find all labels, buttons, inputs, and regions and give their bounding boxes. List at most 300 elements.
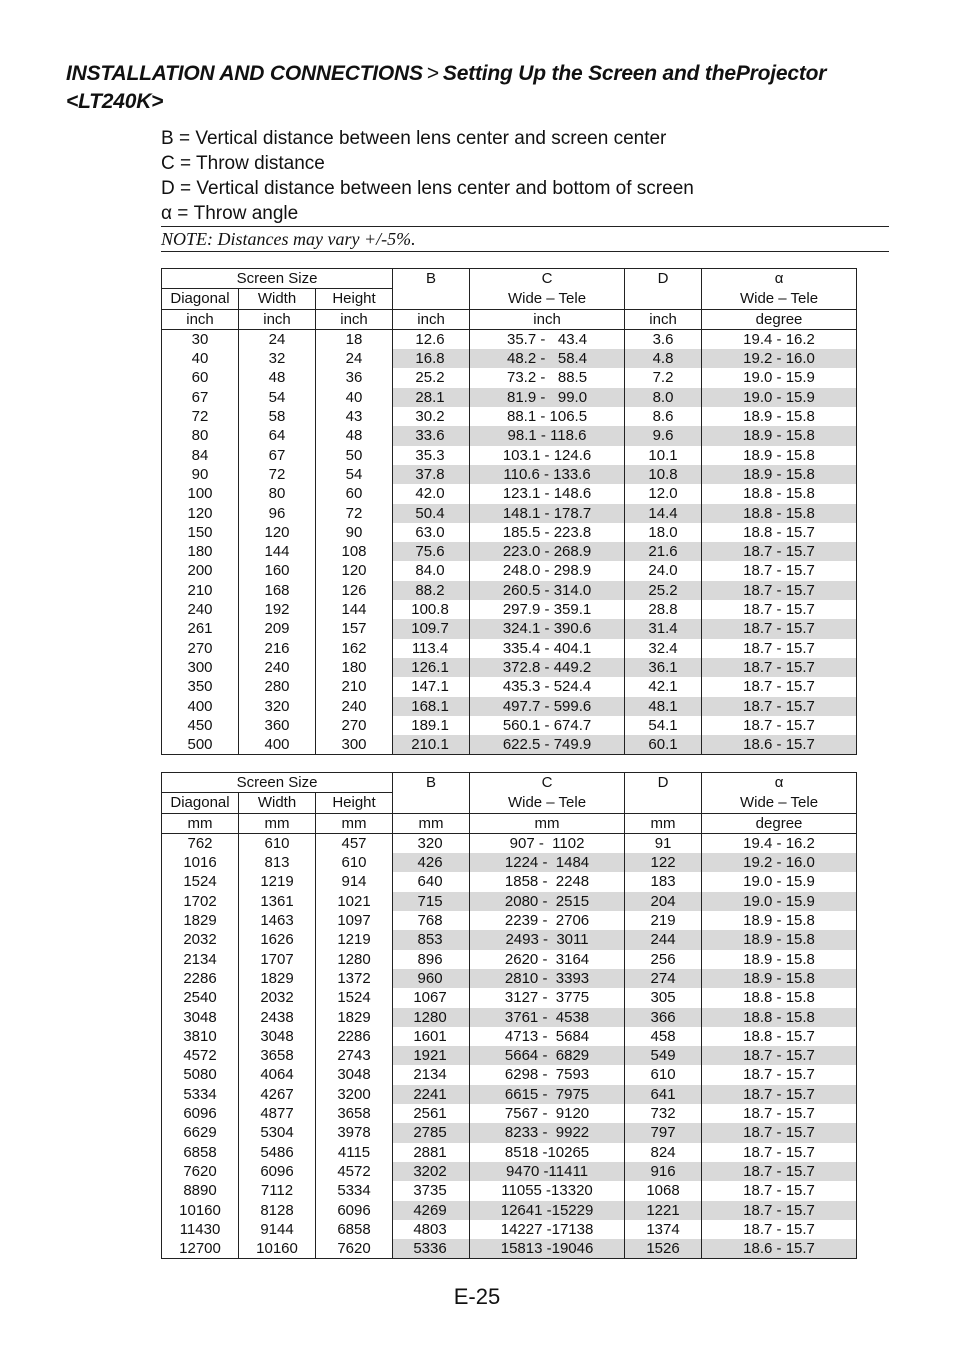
alpha-cell: 18.7 - 15.7 xyxy=(702,677,857,696)
c-cell: 103.1 - 124.6 xyxy=(470,446,625,465)
width-cell: 610 xyxy=(239,833,316,853)
height-cell: 60 xyxy=(316,484,393,503)
width-cell: 280 xyxy=(239,677,316,696)
d-subheader xyxy=(625,793,702,813)
table-row xyxy=(162,561,857,580)
c-cell: 1858 - 2248 xyxy=(470,872,625,891)
diagonal-cell: 2286 xyxy=(162,969,239,988)
diagonal-cell: 500 xyxy=(162,735,239,755)
b-cell: 3735 xyxy=(393,1181,470,1200)
alpha-cell: 19.0 - 15.9 xyxy=(702,388,857,407)
diagonal-cell: 1702 xyxy=(162,892,239,911)
c-cell: 223.0 - 268.9 xyxy=(470,542,625,561)
b-cell: 2785 xyxy=(393,1123,470,1142)
b-subheader xyxy=(393,793,470,813)
alpha-cell: 18.8 - 15.8 xyxy=(702,504,857,523)
b-cell: 5336 xyxy=(393,1239,470,1259)
d-cell: 60.1 xyxy=(625,735,702,755)
c-wide-tele-header: Wide – Tele xyxy=(470,289,625,309)
width-cell: 4064 xyxy=(239,1065,316,1084)
diagonal-cell: 100 xyxy=(162,484,239,503)
d-cell: 458 xyxy=(625,1027,702,1046)
diagonal-cell: 6096 xyxy=(162,1104,239,1123)
width-cell: 144 xyxy=(239,542,316,561)
alpha-cell: 18.7 - 15.7 xyxy=(702,1046,857,1065)
d-cell: 31.4 xyxy=(625,619,702,638)
alpha-cell: 18.9 - 15.8 xyxy=(702,950,857,969)
definitions-list xyxy=(161,126,891,226)
diagonal-cell: 5080 xyxy=(162,1065,239,1084)
b-cell: 33.6 xyxy=(393,426,470,445)
b-cell: 189.1 xyxy=(393,716,470,735)
unit-label: inch xyxy=(162,309,239,329)
alpha-header: α xyxy=(702,773,857,793)
height-cell: 3200 xyxy=(316,1085,393,1104)
b-cell: 2561 xyxy=(393,1104,470,1123)
alpha-cell: 18.7 - 15.7 xyxy=(702,1085,857,1104)
table-row xyxy=(162,639,857,658)
definition-d: D = Vertical distance between lens center and bottom of screen xyxy=(161,178,694,199)
b-cell: 320 xyxy=(393,833,470,853)
b-cell: 25.2 xyxy=(393,368,470,387)
table-row xyxy=(162,349,857,368)
b-cell: 113.4 xyxy=(393,639,470,658)
table-row xyxy=(162,1162,857,1181)
width-cell: 1463 xyxy=(239,911,316,930)
width-cell: 32 xyxy=(239,349,316,368)
c-header: C xyxy=(470,269,625,289)
alpha-cell: 18.7 - 15.7 xyxy=(702,1123,857,1142)
b-cell: 4269 xyxy=(393,1201,470,1220)
b-cell: 30.2 xyxy=(393,407,470,426)
c-cell: 248.0 - 298.9 xyxy=(470,561,625,580)
c-cell: 48.2 - 58.4 xyxy=(470,349,625,368)
page-title xyxy=(66,60,886,116)
b-cell: 88.2 xyxy=(393,581,470,600)
b-cell: 896 xyxy=(393,950,470,969)
d-cell: 256 xyxy=(625,950,702,969)
b-cell: 768 xyxy=(393,911,470,930)
alpha-cell: 19.4 - 16.2 xyxy=(702,833,857,853)
diagonal-cell: 72 xyxy=(162,407,239,426)
diagonal-cell: 90 xyxy=(162,465,239,484)
alpha-cell: 18.7 - 15.7 xyxy=(702,658,857,677)
diagonal-cell: 450 xyxy=(162,716,239,735)
table-row xyxy=(162,1008,857,1027)
b-cell: 168.1 xyxy=(393,697,470,716)
c-cell: 7567 - 9120 xyxy=(470,1104,625,1123)
alpha-cell: 18.8 - 15.8 xyxy=(702,988,857,1007)
table-row xyxy=(162,388,857,407)
b-cell: 35.3 xyxy=(393,446,470,465)
diagonal-cell: 240 xyxy=(162,600,239,619)
d-cell: 824 xyxy=(625,1143,702,1162)
alpha-cell: 18.9 - 15.8 xyxy=(702,407,857,426)
d-cell: 42.1 xyxy=(625,677,702,696)
c-cell: 2239 - 2706 xyxy=(470,911,625,930)
b-cell: 210.1 xyxy=(393,735,470,755)
c-cell: 35.7 - 43.4 xyxy=(470,329,625,349)
table-row xyxy=(162,484,857,503)
b-cell: 715 xyxy=(393,892,470,911)
width-cell: 54 xyxy=(239,388,316,407)
alpha-cell: 18.7 - 15.7 xyxy=(702,1220,857,1239)
d-cell: 8.0 xyxy=(625,388,702,407)
height-cell: 1524 xyxy=(316,988,393,1007)
alpha-cell: 18.9 - 15.8 xyxy=(702,969,857,988)
unit-label: inch xyxy=(316,309,393,329)
width-cell: 160 xyxy=(239,561,316,580)
alpha-cell: 18.7 - 15.7 xyxy=(702,1143,857,1162)
table-row xyxy=(162,1220,857,1239)
diagonal-cell: 2134 xyxy=(162,950,239,969)
height-cell: 157 xyxy=(316,619,393,638)
alpha-cell: 18.7 - 15.7 xyxy=(702,1201,857,1220)
table-row xyxy=(162,1143,857,1162)
d-cell: 36.1 xyxy=(625,658,702,677)
table-row xyxy=(162,1027,857,1046)
d-cell: 305 xyxy=(625,988,702,1007)
diagonal-cell: 2540 xyxy=(162,988,239,1007)
diagonal-cell: 2032 xyxy=(162,930,239,949)
d-cell: 3.6 xyxy=(625,329,702,349)
b-cell: 109.7 xyxy=(393,619,470,638)
c-cell: 88.1 - 106.5 xyxy=(470,407,625,426)
width-header: Width xyxy=(239,793,316,813)
d-header: D xyxy=(625,269,702,289)
alpha-cell: 18.9 - 15.8 xyxy=(702,426,857,445)
c-cell: 907 - 1102 xyxy=(470,833,625,853)
definition-alpha: α = Throw angle xyxy=(161,203,299,224)
width-cell: 360 xyxy=(239,716,316,735)
width-cell: 813 xyxy=(239,853,316,872)
table-row xyxy=(162,930,857,949)
d-cell: 9.6 xyxy=(625,426,702,445)
b-cell: 640 xyxy=(393,872,470,891)
unit-label: inch xyxy=(239,309,316,329)
b-header: B xyxy=(393,773,470,793)
d-cell: 732 xyxy=(625,1104,702,1123)
d-cell: 91 xyxy=(625,833,702,853)
d-cell: 28.8 xyxy=(625,600,702,619)
table-row xyxy=(162,677,857,696)
height-cell: 610 xyxy=(316,853,393,872)
alpha-cell: 18.7 - 15.7 xyxy=(702,639,857,658)
d-cell: 14.4 xyxy=(625,504,702,523)
c-cell: 560.1 - 674.7 xyxy=(470,716,625,735)
table-row xyxy=(162,1085,857,1104)
width-cell: 58 xyxy=(239,407,316,426)
d-cell: 10.1 xyxy=(625,446,702,465)
alpha-cell: 19.4 - 16.2 xyxy=(702,329,857,349)
diagonal-cell: 80 xyxy=(162,426,239,445)
alpha-wide-tele-header: Wide – Tele xyxy=(702,289,857,309)
b-cell: 853 xyxy=(393,930,470,949)
model-name: <LT240K> xyxy=(66,90,164,113)
width-header: Width xyxy=(239,289,316,309)
diagonal-cell: 3810 xyxy=(162,1027,239,1046)
alpha-cell: 19.0 - 15.9 xyxy=(702,892,857,911)
height-cell: 457 xyxy=(316,833,393,853)
width-cell: 24 xyxy=(239,329,316,349)
diagonal-cell: 210 xyxy=(162,581,239,600)
alpha-cell: 18.9 - 15.8 xyxy=(702,930,857,949)
unit-label: inch xyxy=(470,309,625,329)
width-cell: 120 xyxy=(239,523,316,542)
unit-label: degree xyxy=(702,309,857,329)
table-row xyxy=(162,581,857,600)
alpha-cell: 18.9 - 15.8 xyxy=(702,465,857,484)
alpha-cell: 18.6 - 15.7 xyxy=(702,735,857,755)
width-cell: 1361 xyxy=(239,892,316,911)
alpha-header: α xyxy=(702,269,857,289)
screen-size-header: Screen Size xyxy=(162,773,393,793)
height-cell: 36 xyxy=(316,368,393,387)
b-cell: 42.0 xyxy=(393,484,470,503)
diagonal-cell: 11430 xyxy=(162,1220,239,1239)
width-cell: 3658 xyxy=(239,1046,316,1065)
c-cell: 110.6 - 133.6 xyxy=(470,465,625,484)
d-cell: 219 xyxy=(625,911,702,930)
width-cell: 8128 xyxy=(239,1201,316,1220)
d-cell: 12.0 xyxy=(625,484,702,503)
diagonal-cell: 7620 xyxy=(162,1162,239,1181)
d-cell: 10.8 xyxy=(625,465,702,484)
table-row xyxy=(162,892,857,911)
b-cell: 4803 xyxy=(393,1220,470,1239)
table-row xyxy=(162,1104,857,1123)
width-cell: 6096 xyxy=(239,1162,316,1181)
width-cell: 3048 xyxy=(239,1027,316,1046)
alpha-cell: 18.7 - 15.7 xyxy=(702,600,857,619)
height-cell: 18 xyxy=(316,329,393,349)
c-cell: 497.7 - 599.6 xyxy=(470,697,625,716)
width-cell: 400 xyxy=(239,735,316,755)
c-cell: 335.4 - 404.1 xyxy=(470,639,625,658)
width-cell: 10160 xyxy=(239,1239,316,1259)
header-row xyxy=(162,269,857,289)
table-row xyxy=(162,407,857,426)
b-cell: 126.1 xyxy=(393,658,470,677)
units-row xyxy=(162,309,857,329)
table-row xyxy=(162,911,857,930)
table-row xyxy=(162,969,857,988)
diagonal-cell: 300 xyxy=(162,658,239,677)
d-cell: 610 xyxy=(625,1065,702,1084)
table-row xyxy=(162,504,857,523)
height-cell: 3048 xyxy=(316,1065,393,1084)
unit-label: inch xyxy=(625,309,702,329)
b-cell: 1921 xyxy=(393,1046,470,1065)
d-cell: 54.1 xyxy=(625,716,702,735)
b-cell: 426 xyxy=(393,853,470,872)
height-cell: 6096 xyxy=(316,1201,393,1220)
height-cell: 48 xyxy=(316,426,393,445)
c-cell: 622.5 - 749.9 xyxy=(470,735,625,755)
alpha-cell: 18.7 - 15.7 xyxy=(702,1181,857,1200)
b-cell: 100.8 xyxy=(393,600,470,619)
d-cell: 183 xyxy=(625,872,702,891)
alpha-cell: 18.9 - 15.8 xyxy=(702,446,857,465)
width-cell: 2438 xyxy=(239,1008,316,1027)
d-cell: 32.4 xyxy=(625,639,702,658)
diagonal-cell: 8890 xyxy=(162,1181,239,1200)
d-cell: 797 xyxy=(625,1123,702,1142)
height-cell: 1280 xyxy=(316,950,393,969)
alpha-cell: 18.8 - 15.7 xyxy=(702,1027,857,1046)
table-row xyxy=(162,465,857,484)
c-cell: 12641 -15229 xyxy=(470,1201,625,1220)
height-cell: 108 xyxy=(316,542,393,561)
alpha-cell: 18.8 - 15.8 xyxy=(702,484,857,503)
c-cell: 73.2 - 88.5 xyxy=(470,368,625,387)
diagonal-cell: 40 xyxy=(162,349,239,368)
height-cell: 300 xyxy=(316,735,393,755)
height-cell: 3658 xyxy=(316,1104,393,1123)
d-cell: 274 xyxy=(625,969,702,988)
height-cell: 7620 xyxy=(316,1239,393,1259)
height-cell: 72 xyxy=(316,504,393,523)
d-cell: 24.0 xyxy=(625,561,702,580)
width-cell: 4877 xyxy=(239,1104,316,1123)
d-cell: 641 xyxy=(625,1085,702,1104)
height-cell: 40 xyxy=(316,388,393,407)
b-cell: 63.0 xyxy=(393,523,470,542)
header-row xyxy=(162,289,857,309)
diagonal-cell: 1016 xyxy=(162,853,239,872)
alpha-cell: 18.7 - 15.7 xyxy=(702,716,857,735)
b-cell: 50.4 xyxy=(393,504,470,523)
height-cell: 5334 xyxy=(316,1181,393,1200)
width-cell: 9144 xyxy=(239,1220,316,1239)
height-cell: 2286 xyxy=(316,1027,393,1046)
b-cell: 147.1 xyxy=(393,677,470,696)
table-row xyxy=(162,600,857,619)
alpha-wide-tele-header: Wide – Tele xyxy=(702,793,857,813)
header-row xyxy=(162,793,857,813)
alpha-cell: 18.7 - 15.7 xyxy=(702,1065,857,1084)
c-cell: 123.1 - 148.6 xyxy=(470,484,625,503)
c-cell: 372.8 - 449.2 xyxy=(470,658,625,677)
b-cell: 1280 xyxy=(393,1008,470,1027)
c-cell: 6298 - 7593 xyxy=(470,1065,625,1084)
alpha-cell: 18.7 - 15.7 xyxy=(702,561,857,580)
b-header: B xyxy=(393,269,470,289)
b-cell: 28.1 xyxy=(393,388,470,407)
section-title: INSTALLATION AND CONNECTIONS xyxy=(66,62,423,85)
width-cell: 4267 xyxy=(239,1085,316,1104)
diagonal-cell: 1524 xyxy=(162,872,239,891)
d-header: D xyxy=(625,773,702,793)
c-cell: 5664 - 6829 xyxy=(470,1046,625,1065)
width-cell: 240 xyxy=(239,658,316,677)
diagonal-cell: 12700 xyxy=(162,1239,239,1259)
alpha-cell: 19.2 - 16.0 xyxy=(702,853,857,872)
diagonal-cell: 762 xyxy=(162,833,239,853)
c-cell: 14227 -17138 xyxy=(470,1220,625,1239)
c-cell: 3127 - 3775 xyxy=(470,988,625,1007)
diagonal-cell: 120 xyxy=(162,504,239,523)
unit-label: degree xyxy=(702,813,857,833)
table-row xyxy=(162,1065,857,1084)
diagonal-cell: 150 xyxy=(162,523,239,542)
table-row xyxy=(162,1181,857,1200)
alpha-cell: 18.7 - 15.7 xyxy=(702,1162,857,1181)
table-row xyxy=(162,1046,857,1065)
width-cell: 5486 xyxy=(239,1143,316,1162)
c-cell: 15813 -19046 xyxy=(470,1239,625,1259)
height-cell: 6858 xyxy=(316,1220,393,1239)
d-cell: 4.8 xyxy=(625,349,702,368)
height-header: Height xyxy=(316,289,393,309)
c-cell: 98.1 - 118.6 xyxy=(470,426,625,445)
width-cell: 1626 xyxy=(239,930,316,949)
c-cell: 148.1 - 178.7 xyxy=(470,504,625,523)
alpha-cell: 18.7 - 15.7 xyxy=(702,542,857,561)
c-cell: 260.5 - 314.0 xyxy=(470,581,625,600)
d-cell: 1374 xyxy=(625,1220,702,1239)
c-cell: 435.3 - 524.4 xyxy=(470,677,625,696)
height-cell: 4572 xyxy=(316,1162,393,1181)
header-row xyxy=(162,773,857,793)
alpha-cell: 18.7 - 15.7 xyxy=(702,581,857,600)
diagonal-cell: 10160 xyxy=(162,1201,239,1220)
throw-table-inch xyxy=(161,268,857,755)
width-cell: 1829 xyxy=(239,969,316,988)
height-cell: 210 xyxy=(316,677,393,696)
diagonal-cell: 1829 xyxy=(162,911,239,930)
c-cell: 297.9 - 359.1 xyxy=(470,600,625,619)
table-row xyxy=(162,1239,857,1259)
c-cell: 3761 - 4538 xyxy=(470,1008,625,1027)
b-cell: 1067 xyxy=(393,988,470,1007)
width-cell: 168 xyxy=(239,581,316,600)
d-cell: 25.2 xyxy=(625,581,702,600)
diagonal-header: Diagonal xyxy=(162,289,239,309)
height-cell: 120 xyxy=(316,561,393,580)
d-cell: 1221 xyxy=(625,1201,702,1220)
c-wide-tele-header: Wide – Tele xyxy=(470,793,625,813)
b-cell: 2241 xyxy=(393,1085,470,1104)
b-cell: 12.6 xyxy=(393,329,470,349)
alpha-cell: 18.7 - 15.7 xyxy=(702,697,857,716)
c-cell: 6615 - 7975 xyxy=(470,1085,625,1104)
table-row xyxy=(162,716,857,735)
distance-note: NOTE: Distances may vary +/-5%. xyxy=(161,226,889,252)
c-cell: 9470 -11411 xyxy=(470,1162,625,1181)
c-header: C xyxy=(470,773,625,793)
height-cell: 126 xyxy=(316,581,393,600)
d-cell: 916 xyxy=(625,1162,702,1181)
d-cell: 244 xyxy=(625,930,702,949)
diagonal-header: Diagonal xyxy=(162,793,239,813)
d-cell: 1526 xyxy=(625,1239,702,1259)
b-cell: 16.8 xyxy=(393,349,470,368)
alpha-cell: 18.8 - 15.7 xyxy=(702,523,857,542)
width-cell: 7112 xyxy=(239,1181,316,1200)
alpha-cell: 18.7 - 15.7 xyxy=(702,1104,857,1123)
c-cell: 8518 -10265 xyxy=(470,1143,625,1162)
table-row xyxy=(162,735,857,755)
d-cell: 549 xyxy=(625,1046,702,1065)
d-subheader xyxy=(625,289,702,309)
diagonal-cell: 67 xyxy=(162,388,239,407)
c-cell: 2493 - 3011 xyxy=(470,930,625,949)
d-cell: 18.0 xyxy=(625,523,702,542)
width-cell: 72 xyxy=(239,465,316,484)
width-cell: 1219 xyxy=(239,872,316,891)
width-cell: 80 xyxy=(239,484,316,503)
